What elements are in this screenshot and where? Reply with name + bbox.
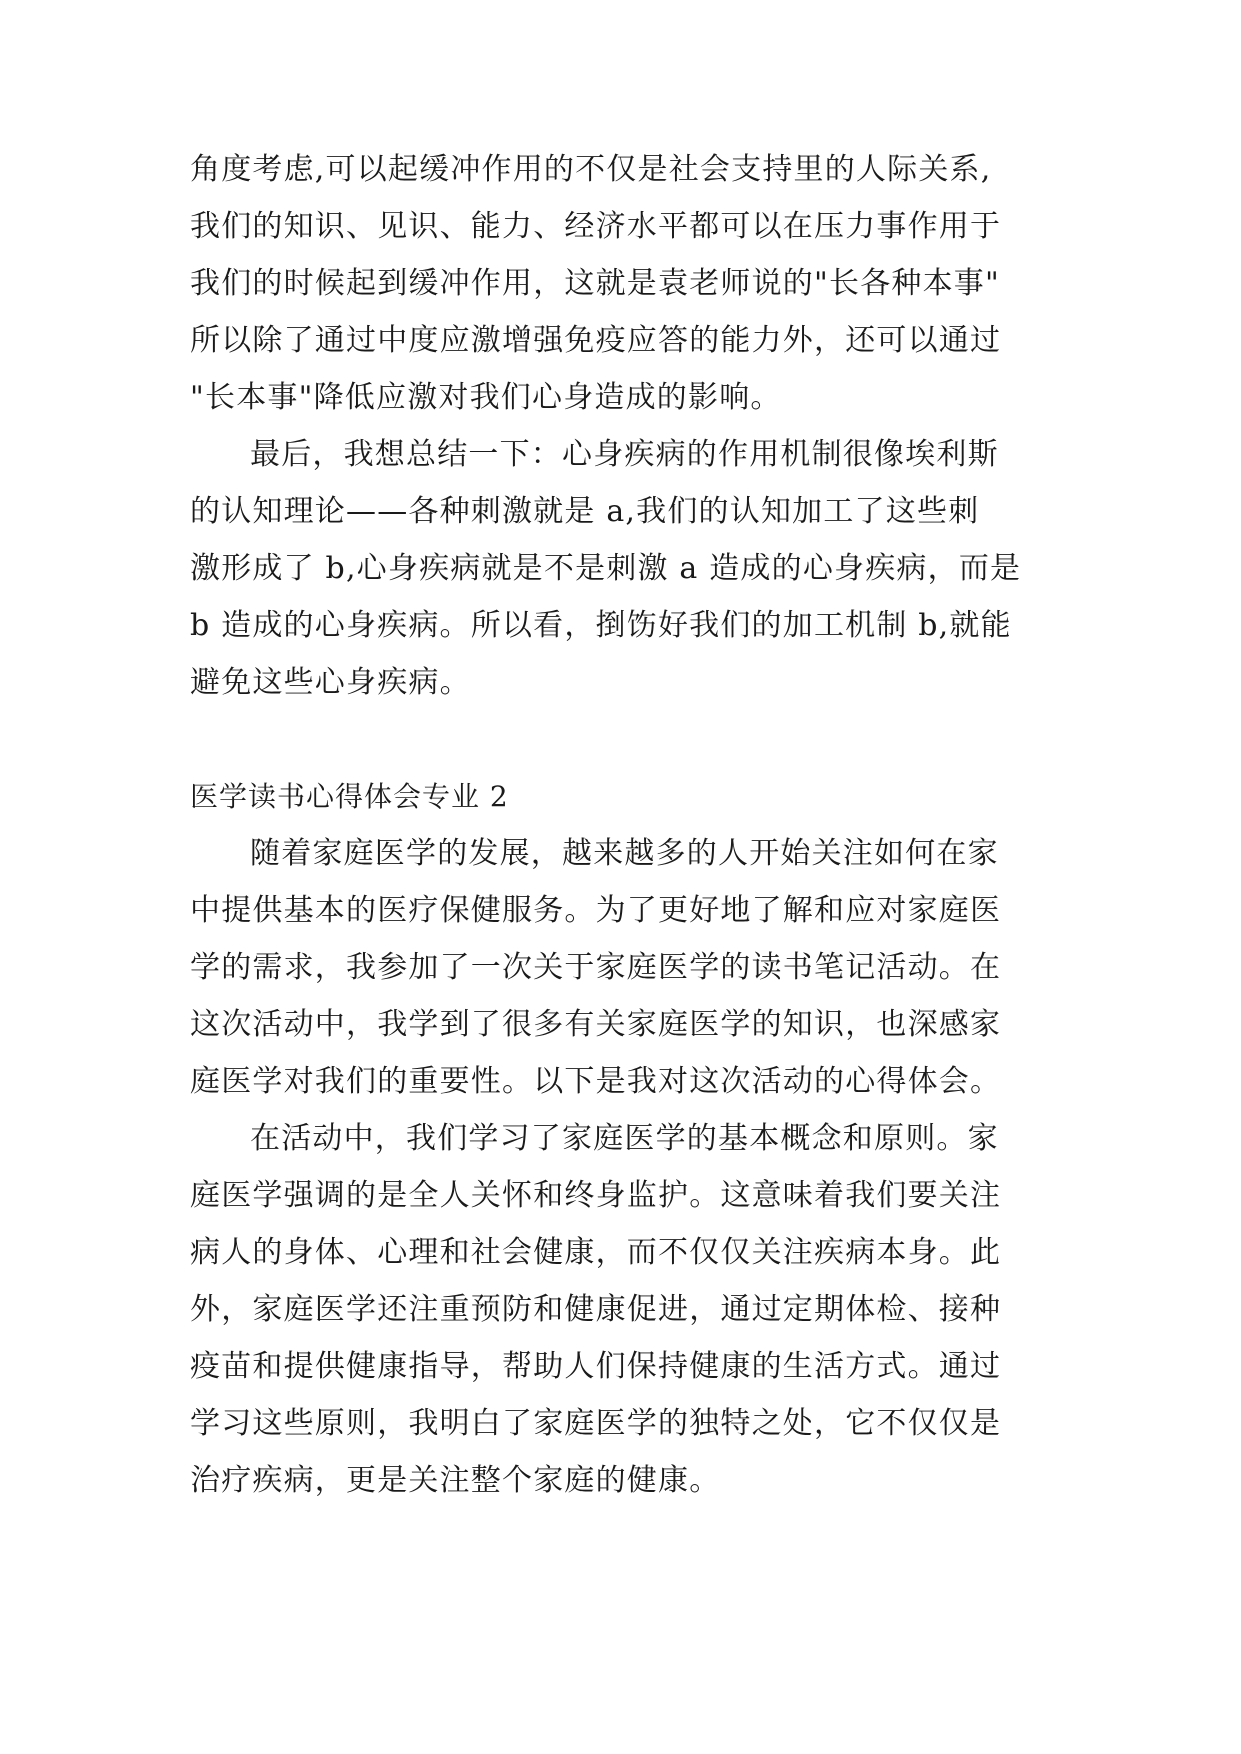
paragraph-line: 这次活动中，我学到了很多有关家庭医学的知识，也深感家 bbox=[190, 1007, 1002, 1042]
paragraph-line: 学的需求，我参加了一次关于家庭医学的读书笔记活动。在 bbox=[190, 950, 1002, 985]
paragraph-line: 中提供基本的医疗保健服务。为了更好地了解和应对家庭医 bbox=[190, 893, 1002, 928]
paragraph-line: 所以除了通过中度应激增强免疫应答的能力外，还可以通过 bbox=[190, 323, 1002, 358]
paragraph-line: 我们的知识、见识、能力、经济水平都可以在压力事作用于 bbox=[190, 209, 1002, 244]
paragraph-line: 病人的身体、心理和社会健康，而不仅仅关注疾病本身。此 bbox=[190, 1235, 1002, 1270]
paragraph-line: 疫苗和提供健康指导，帮助人们保持健康的生活方式。通过 bbox=[190, 1349, 1002, 1384]
paragraph-line: 治疗疾病，更是关注整个家庭的健康。 bbox=[190, 1463, 721, 1498]
paragraph-line: 随着家庭医学的发展，越来越多的人开始关注如何在家 bbox=[250, 836, 999, 871]
paragraph-line: 庭医学对我们的重要性。以下是我对这次活动的心得体会。 bbox=[190, 1064, 1002, 1099]
paragraph-line: "长本事"降低应激对我们心身造成的影响。 bbox=[190, 380, 782, 415]
paragraph-line: 激形成了 b,心身疾病就是不是刺激 a 造成的心身疾病，而是 bbox=[190, 551, 1022, 586]
paragraph-line: b 造成的心身疾病。所以看，捯饬好我们的加工机制 b,就能 bbox=[190, 608, 1012, 643]
paragraph-line: 角度考虑,可以起缓冲作用的不仅是社会支持里的人际关系, bbox=[190, 152, 992, 187]
paragraph-line: 在活动中，我们学习了家庭医学的基本概念和原则。家 bbox=[250, 1121, 999, 1156]
paragraph-line: 避免这些心身疾病。 bbox=[190, 665, 471, 700]
paragraph-line: 庭医学强调的是全人关怀和终身监护。这意味着我们要关注 bbox=[190, 1178, 1002, 1213]
paragraph-line: 我们的时候起到缓冲作用，这就是袁老师说的"长各种本事" bbox=[190, 266, 1000, 301]
section-heading: 医学读书心得体会专业 2 bbox=[190, 780, 509, 813]
paragraph-line: 学习这些原则，我明白了家庭医学的独特之处，它不仅仅是 bbox=[190, 1406, 1002, 1441]
paragraph-line: 的认知理论——各种刺激就是 a,我们的认知加工了这些刺 bbox=[190, 494, 980, 529]
paragraph-line: 外，家庭医学还注重预防和健康促进，通过定期体检、接种 bbox=[190, 1292, 1002, 1327]
paragraph-line: 最后，我想总结一下：心身疾病的作用机制很像埃利斯 bbox=[250, 437, 999, 472]
